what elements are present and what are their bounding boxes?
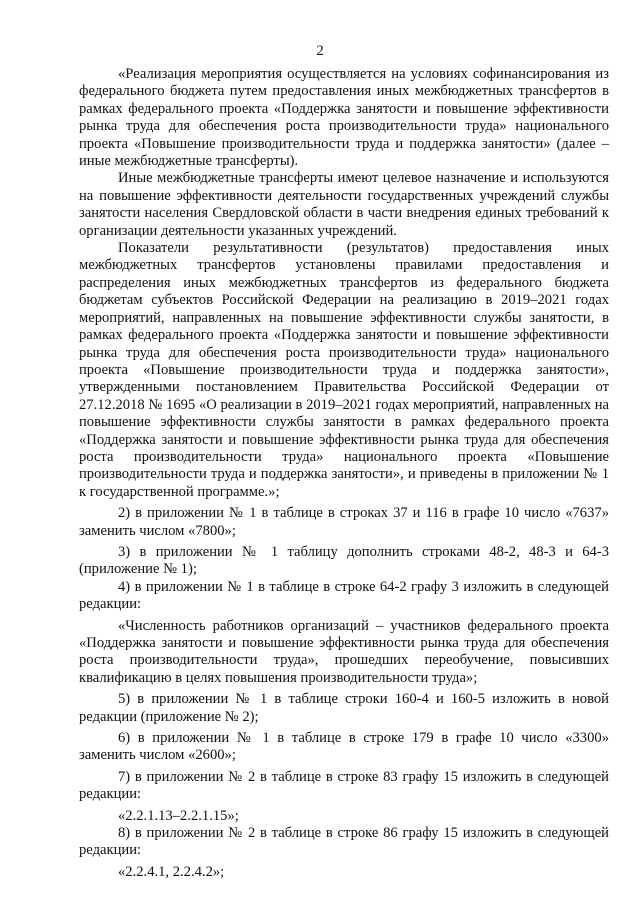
amendment-item-4: 4) в приложении № 1 в таблице в строке 64-2 графу 3 изложить в следующей редакции: xyxy=(79,578,609,613)
paragraph-implementation-terms: «Реализация мероприятия осуществляется на условиях софинансирования из федерального бюджета путем предоставления иных межбюджетных трансфертов в рамках федерального проекта «Поддержка занятости и повышение эффективности рынка труда для обеспечения роста производительности труда» национального проекта «Повышение производительности труда и поддержка занятости» (далее – иные межбюджетные трансферты). xyxy=(79,66,609,170)
amendment-item-3: 3) в приложении № 1 таблицу дополнить строками 48-2, 48-3 и 64-3 (приложение № 1); xyxy=(79,543,609,578)
amendment-item-5: 5) в приложении № 1 в таблице строки 160-4 и 160-5 изложить в новой редакции (приложение № 2); xyxy=(79,691,609,725)
amendment-item-7-wording: «2.2.1.13–2.2.1.15»; xyxy=(118,807,239,824)
paragraph-performance-indicators: Показатели результативности (результатов) предоставления иных межбюджетных трансфертов установлены правилами предоставления и распределения иных межбюджетных трансфертов из федерального бюджета бюджетам субъектов Российской Федерации на реализацию в 2019–2021 годах мероприятий, направленных на повышение эффективности службы занятости, в рамках федерального проекта «Поддержка занятости и повышение эффективности рынка труда для обеспечения роста производительности труда» национального проекта «Повышение производительности труда и поддержка занятости», утвержденными постановлением Правительства Российской Федерации от 27.12.2018 № 1695 «О реализации в 2019–2021 годах мероприятий, направленных на повышение эффективности службы занятости в рамках федерального проекта «Поддержка занятости и повышение эффективности рынка труда для обеспечения роста производительности труда» национального проекта «Повышение производительности труда и поддержка занятости», и приведены в приложении № 1 к государственной программе.»; xyxy=(79,240,609,500)
amendment-item-8-wording: «2.2.4.1, 2.2.4.2»; xyxy=(118,863,225,880)
amendment-item-6: 6) в приложении № 1 в таблице в строке 179 в графе 10 число «3300» заменить числом «2600»; xyxy=(79,730,609,764)
page-number: 2 xyxy=(316,43,324,59)
document-body xyxy=(79,66,609,881)
amendment-item-4-wording: «Численность работников организаций – участников федерального проекта «Поддержка занятости и повышение эффективности рынка труда для обеспечения роста производительности труда», прошедших переобучение, повысивших квалификацию в целях повышения производительности труда»; xyxy=(79,617,609,686)
paragraph-transfers-purpose: Иные межбюджетные трансферты имеют целевое назначение и используются на повышение эффективности деятельности государственных учреждений службы занятости населения Свердловской области в части внедрения единых требований к организации деятельности указанных учреждений. xyxy=(79,170,609,239)
amendment-item-2: 2) в приложении № 1 в таблице в строках 37 и 116 в графе 10 число «7637» заменить числом «7800»; xyxy=(79,505,609,539)
amendment-item-7: 7) в приложении № 2 в таблице в строке 83 графу 15 изложить в следующей редакции: xyxy=(79,768,609,803)
amendment-item-8: 8) в приложении № 2 в таблице в строке 86 графу 15 изложить в следующей редакции: xyxy=(79,825,609,859)
